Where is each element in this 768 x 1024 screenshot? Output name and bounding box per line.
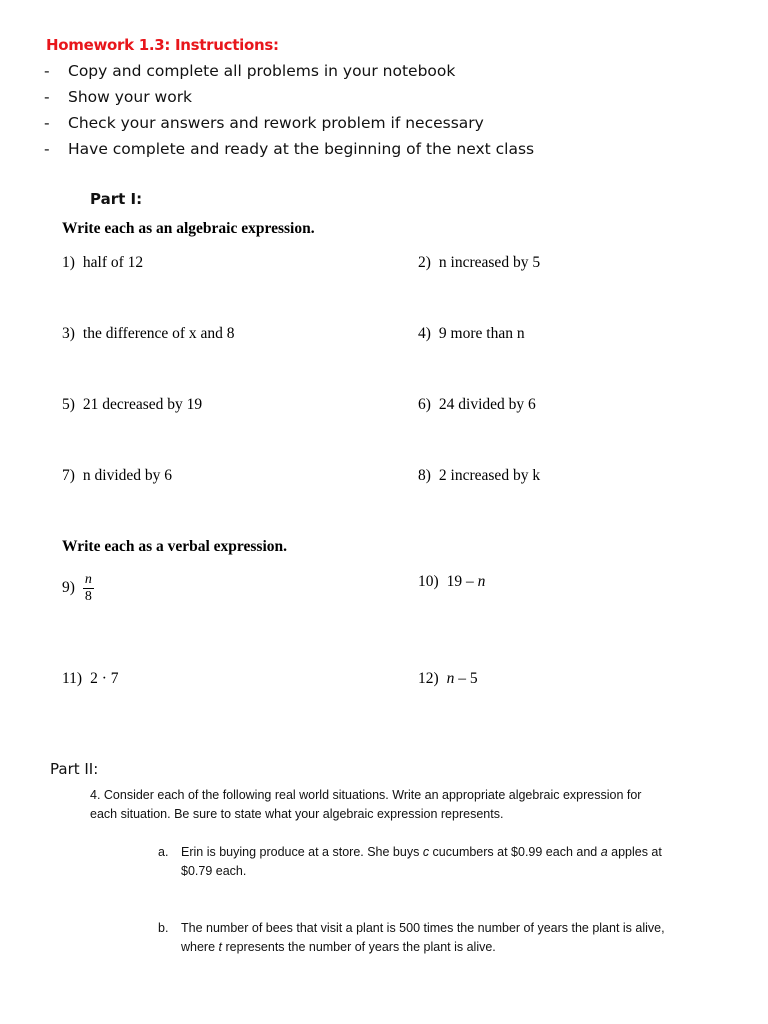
algebraic-section-heading: Write each as an algebraic expression. <box>62 220 315 237</box>
part-1-title: Part I: <box>90 190 143 208</box>
problem-10: 10) 19 – n <box>418 573 486 590</box>
question-4a: a. Erin is buying produce at a store. She buys c cucumbers at $0.99 each and a apples at $0.79 each. <box>158 845 662 878</box>
question-4: 4. Consider each of the following real world situations. Write an appropriate algebraic expression for each situation. Be sure to state what your algebraic expression represents. <box>90 788 642 821</box>
problem-9: 9) $\frac{n}{8}$ <box>62 572 92 604</box>
problem-3: 3) the difference of x and 8 <box>62 325 235 342</box>
problem-12: 12) n – 5 <box>418 670 478 687</box>
question-4b: b. The number of bees that visit a plant is 500 times the number of years the plant is alive, where t represents the number of years the plant is alive. <box>158 921 665 954</box>
part-2-title: Part II: <box>50 760 99 778</box>
homework-title: Homework 1.3: Instructions: <box>46 36 279 54</box>
problem-2: 2) n increased by 5 <box>418 254 541 271</box>
problem-5: 5) 21 decreased by 19 <box>62 396 203 413</box>
instruction-item: - Check your answers and rework problem if necessary <box>44 114 484 132</box>
fraction: $\frac{n}{8}$ <box>84 572 92 604</box>
verbal-section-heading: Write each as a verbal expression. <box>62 538 288 555</box>
problem-6: 6) 24 divided by 6 <box>418 396 536 413</box>
instructions-list <box>44 60 534 164</box>
problem-1: 1) half of 12 <box>62 254 144 271</box>
problem-8: 8) 2 increased by k <box>418 467 541 484</box>
problem-7: 7) n divided by 6 <box>62 467 173 484</box>
problem-4: 4) 9 more than n <box>418 325 525 342</box>
problem-11: 11) 2 · 7 <box>62 670 119 687</box>
instruction-item: - Copy and complete all problems in your notebook <box>44 62 456 80</box>
instruction-item: - Show your work <box>44 88 193 106</box>
instruction-item: - Have complete and ready at the beginning of the next class <box>44 140 535 158</box>
